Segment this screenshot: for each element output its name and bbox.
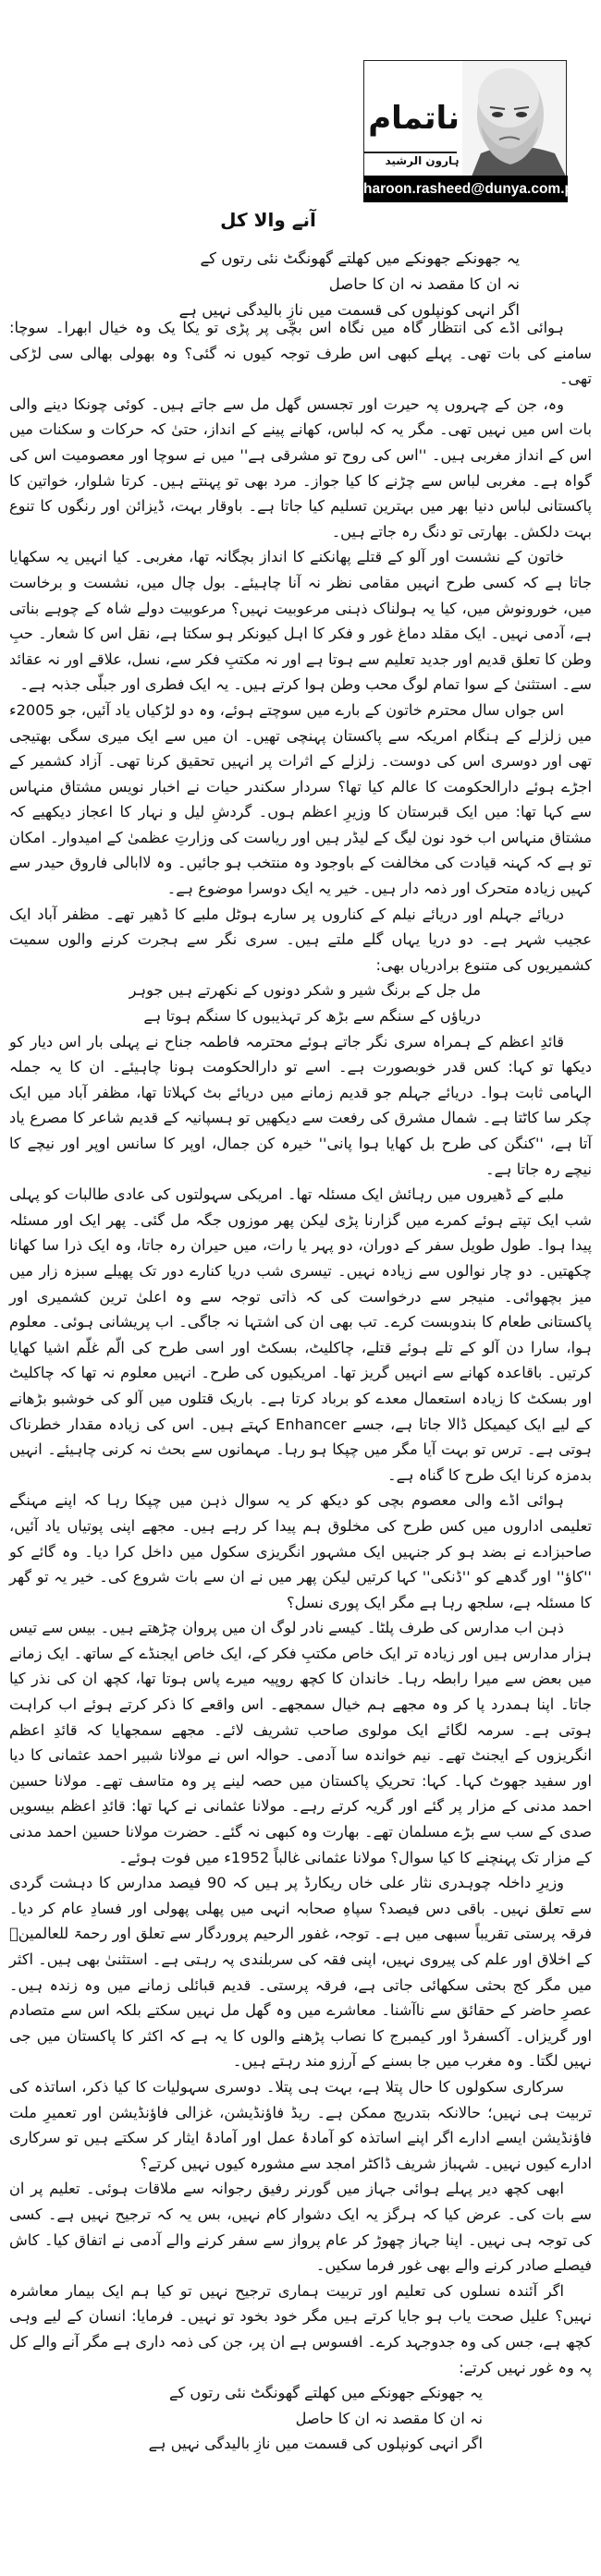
author-email[interactable]: haroon.rasheed@dunya.com.pk <box>363 176 568 202</box>
author-portrait <box>462 61 566 176</box>
author-name: ہارون الرشید <box>385 154 460 167</box>
paragraph: اس جواں سال محترم خاتون کے بارے میں سوچتے ہوئے، وہ دو لڑکیاں یاد آئیں، جو 2005ء میں زلزلے کے ہنگام امریکہ سے پاکستان پہنچی تھیں۔ ان میں سے ایک میری سگی بھتیجی تھی اور دوسری اس کی دوست۔ زلزلے کے اثرات پر انہیں تحقیق کرنا تھی۔ آزاد کشمیر کے اجڑے ہوئے دارالحکومت کا عالم کیا تھا؟ سردار سکندر حیات نے اخبار نویس مشتاق منہاس سے کہا تھا: میں ایک قبرستان کا وزیرِ اعظم ہوں۔ گردشِ لیل و نہار کا اعجاز دیکھیے کہ مشتاق منہاس اب خود نون لیگ کے لیڈر ہیں اور ریاست کی وزارتِ عظمیٰ کے امیدوار۔ امکان تو ہے کہ کہنہ قیادت کی مخالفت کے باوجود وہ منتخب ہو جائیں۔ وہ لاابالی فاروق حیدر سے کہیں زیادہ متحرک اور ذمہ دار ہیں۔ خیر یہ ایک دوسرا موضوع ہے۔ <box>9 700 592 898</box>
paragraph: ابھی کچھ دیر پہلے ہوائی جہاز میں گورنر رفیق رجوانہ سے ملاقات ہوئی۔ تعلیم پر ان سے بات کی۔ عرض کیا کہ ہرگز یہ ایک دشوار کام نہیں، بس یہ کہ ترجیح نہیں ہے۔ کسی کی توجہ ہی نہیں۔ اپنا جہاز چھوڑ کر عام پرواز سے سفر کرنے والے آدمی نے اتفاق کیا۔ کاش فیصلے صادر کرنے والے بھی غور فرما سکیں۔ <box>9 2180 592 2275</box>
divider <box>364 152 457 153</box>
verse-line: دریاؤں کے سنگم سے بڑھ کر تہذیبوں کا سنگم ہوتا ہے <box>143 1007 481 1026</box>
article-body <box>9 315 592 2457</box>
paragraph: ملبے کے ڈھیروں میں رہائش ایک مسئلہ تھا۔ امریکی سہولتوں کی عادی طالبات کو پہلی شب ایک تپتے ہوئے کمرے میں گزارنا پڑی لیکن پھر موزوں جگہ مل گئی۔ پھر ایک اور مسئلہ پیدا ہوا۔ طول طویل سفر کے دوران، دو پہر یا رات، میں حیران رہ جاتا، وہ ایک ذرا سا کھانا چکھتیں۔ دو چار نوالوں سے زیادہ نہیں۔ تیسری شب دریا کنارے دور تک پھیلے سبزہ زار میں میز بچھوائی۔ منیجر سے درخواست کی کہ ذاتی توجہ سے وہ اعلیٰ ترین کشمیری اور پاکستانی طعام کا بندوبست کرے۔ تب بھی ان کی اشتہا نہ جاگی۔ اب پریشانی ہوئی۔ معلوم ہوا، سارا دن آلو کے تلے ہوئے قتلے، چاکلیٹ، بسکٹ اور اسی طرح کی الّم غلّم اشیا کھایا کرتیں۔ باقاعدہ کھانے سے انہیں گریز تھا۔ امریکیوں کی طرح۔ انہیں معلوم نہ تھا کہ چاکلیٹ اور بسکٹ کا زیادہ استعمال معدے کو برباد کرتا ہے۔ باریک قتلوں میں آلو کی خوشبو بڑھانے کے لیے ایک کیمیکل ڈالا جاتا ہے، جسے Enhancer کہتے ہیں۔ اس کی زیادہ مقدار خطرناک ہوتی ہے۔ ترس تو بہت آیا مگر میں چپکا ہو رہا۔ مہمانوں سے بحث نہ کرنی چاہیئے۔ انہیں بدمزہ کرنا ایک طرح کا گناہ ہے۔ <box>9 1185 592 1484</box>
paragraph: ہوائی اڈے والی معصوم بچی کو دیکھ کر یہ سوال ذہن میں چپکا رہا کہ اپنے مہنگے تعلیمی اداروں میں کس طرح کی مخلوق ہم پیدا کر رہے ہیں۔ مجھے اپنی پوتیاں یاد آئیں، صاحبزادے نے بضد ہو کر جنہیں ایک مشہور انگریزی سکول میں داخل کرا دیا۔ وہ گائے کو ''کاؤ'' اور گدھے کو ''ڈنکی'' کہا کرتیں لیکن پھر میں نے ان سے بات شروع کی۔ خیر یہ تو گھر کا مسئلہ ہے، سلجھ رہا ہے مگر ایک پوری نسل؟ <box>9 1491 592 1611</box>
opening-verse <box>0 246 601 323</box>
verse-line: اگر انہی کونپلوں کی قسمت میں نازِ بالیدگی نہیں ہے <box>148 2435 483 2453</box>
paragraph: وہ، جن کے چہروں پہ حیرت اور تجسس گھل مل سے جاتے ہیں۔ کوئی چونکا دینے والی بات اس میں نہیں تھی۔ مگر یہ کہ لباس، کھانے پینے کے انداز، حتیٰ کہ حرکات و سکنات میں اس کے انداز مغربی ہیں۔ ''اس کی روح تو مشرقی ہے'' میں نے سوچا اور معصومیت اس کی گواہ ہے۔ مغربی لباس سے چڑنے کا کیا جواز۔ مرد بھی تو پہنتے ہیں۔ کرتا شلوار، خواتین کا پاکستانی لباس دنیا بھر میں بہترین تسلیم کیا جاتا ہے۔ باوقار بہت، ڈیزائن اور رنگوں کا تنوع بہت دلکش۔ بھارتی تو دنگ رہ جاتے ہیں۔ <box>9 395 592 541</box>
verse-line: نہ ان کا مقصد نہ ان کا حاصل <box>295 2409 483 2427</box>
article-title: آنے والا کل <box>220 209 316 231</box>
paragraph: قائدِ اعظم کے ہمراہ سری نگر جاتے ہوئے محترمہ فاطمہ جناح نے پہلی بار اس دیار کو دیکھا تو کہا: کس قدر خوبصورت ہے۔ اسے تو دارالحکومت ہونا چاہیئے۔ ان کا یہ جملہ الہامی ثابت ہوا۔ دریائے جہلم جو قدیم زمانے میں دریائے بٹ کہلاتا تھا، مظفر آباد میں ایک چکر سا کاٹتا ہے۔ شمال مشرق کی رفعت سے دیکھیں تو ہسپانیہ کے قدیم شاعر کا مصرع یاد آتا ہے، ''کنگن کی طرح بل کھایا ہوا پانی'' خیرہ کن جمال، اوپر کا سانس اوپر اور نیچے کا نیچے رہ جاتا ہے۔ <box>9 1032 592 1178</box>
paragraph: وزیرِ داخلہ چوہدری نثار علی خاں ریکارڈ پر ہیں کہ 90 فیصد مدارس کا دہشت گردی سے تعلق نہیں۔ باقی دس فیصد؟ سپاہِ صحابہ انہی میں پھلی پھولی اور فسادِ عام کر دیا۔ فرقہ پرستی تقریباً سبھی میں ہے۔ توجہ، غفور الرحیم پروردگار سے تعلق اور رحمۃ للعالمینؐ کے اخلاق اور علم کی پیروی نہیں، اپنی فقہ کی سربلندی پہ رہتی ہے۔ استثنیٰ بھی ہیں۔ اکثر میں مگر کج بحثی سکھائی جاتی ہے، فرقہ پرستی۔ قدیم قبائلی زمانے میں وہ زندہ ہیں۔ عصرِ حاضر کے حقائق سے ناآشنا۔ معاشرے میں وہ گھل مل نہیں سکتے بلکہ اس سے متصادم اور گریزاں۔ آکسفرڈ اور کیمبرج کا نصاب پڑھنے والوں کا یہ ہے کہ اکثر کا پاکستان میں جی نہیں لگتا۔ وہ مغرب میں جا بسنے کے آرزو مند رہتے ہیں۔ <box>9 1874 592 2071</box>
column-header <box>363 60 567 177</box>
paragraph: دریائے جہلم اور دریائے نیلم کے کناروں پر سارے ہوٹل ملبے کا ڈھیر تھے۔ مظفر آباد ایک عجیب شہر ہے۔ دو دریا یہاں گلے ملتے ہیں۔ سری نگر سے ہجرت کرنے والوں سمیت کشمیریوں کی متنوع برادریاں بھی: <box>9 905 592 974</box>
verse-line: نہ ان کا مقصد نہ ان کا حاصل <box>328 275 520 293</box>
paragraph: ہوائی اڈے کی انتظار گاہ میں نگاہ اس بچّی پر پڑی تو یکا یک وہ خیال ابھرا۔ سوچا: سامنے کی بات تھی۔ پہلے کبھی اس طرف توجہ کیوں نہ گئی؟ وہ بھولی بھالی سی لڑکی تھی۔ <box>9 319 592 388</box>
verse-line: مل جل کے برنگ شیر و شکر دونوں کے نکھرتے ہیں جوہر <box>129 981 481 1000</box>
paragraph: خاتون کے نشست اور آلو کے قتلے پھانکنے کا انداز بچگانہ تھا، مغربی۔ کیا انہیں یہ سکھایا جاتا ہے کہ کسی طرح انہیں مقامی نظر نہ آنا چاہیئے۔ بول چال میں، نشست و برخاست میں، خورونوش میں، کیا یہ ہولناک ذہنی مرعوبیت نہیں؟ مرعوبیت دولے شاہ کے چوہے بناتی ہے، آدمی نہیں۔ ایک مقلد دماغ غور و فکر کا اہل کیونکر ہو سکتا ہے، نقل اس کا شعار۔ حبِ وطن کا تعلق قدیم اور جدید تعلیم سے ہوتا ہے اور نہ مکتبِ فکر سے، نسل، علاقے اور نہ عقائد سے۔ استثنیٰ کے سوا تمام لوگ محب وطن ہوا کرتے ہیں۔ یہ ایک فطری اور جبلّی جذبہ ہے۔ <box>9 548 592 694</box>
column-name: ناتمام <box>368 100 460 137</box>
paragraph: اگر آئندہ نسلوں کی تعلیم اور تربیت ہماری ترجیح نہیں تو کیا ہم ایک بیمار معاشرہ نہیں؟ علیل صحت یاب ہو جایا کرتے ہیں مگر خود بخود تو نہیں۔ فرمایا: انسان کے لیے وہی کچھ ہے، جس کی وہ جدوجہد کرے۔ افسوس ہے ان پر، جن کی ذمہ داری ہے مگر آنے والے کل پہ وہ غور نہیں کرتے: <box>8 2281 592 2376</box>
paragraph: ذہن اب مدارس کی طرف پلٹا۔ کیسے نادر لوگ ان میں پروان چڑھتے ہیں۔ بیس سے تیس ہزار مدارس ہیں اور زیادہ تر ایک خاص مکتبِ فکر کے، ایک خاص ایجنڈے کے ساتھ۔ ایک زمانے میں بعض سے میرا رابطہ رہا۔ خاندان کا کچھ روپیہ میرے پاس ہوتا تھا، کچھ ان کی نذر کیا جاتا۔ اپنا ہمدرد پا کر وہ مجھے ہم خیال سمجھے۔ اس واقعے کا ذکر کرتے ہوئے اب کراہت ہوتی ہے۔ سرمہ لگائے ایک مولوی صاحب تشریف لائے۔ مجھے سمجھایا کہ قائدِ اعظم انگریزوں کے ایجنٹ تھے۔ نیم خواندہ سا آدمی۔ حوالہ اس نے مولانا شبیر احمد عثمانی کا دیا اور سفید جھوٹ کہا۔ کہا: تحریکِ پاکستان میں حصہ لینے پر وہ متاسف تھے۔ مولانا حسین احمد مدنی کے مزار پر گئے اور گریہ کرتے رہے۔ مولانا عثمانی نے کہا تھا: قائدِ اعظم بیسویں صدی کے سب سے بڑے مسلمان تھے۔ بھارت وہ کبھی نہ گئے۔ حضرت مولانا حسین احمد مدنی کے مزار تک پہنچنے کا کیا سوال؟ مولانا عثمانی غالباً 1952ء میں فوت ہوئے۔ <box>9 1619 592 1866</box>
paragraph: سرکاری سکولوں کا حال پتلا ہے، بہت ہی پتلا۔ دوسری سہولیات کا کیا ذکر، اساتذہ کی تربیت ہی نہیں؛ حالانکہ بتدریج ممکن ہے۔ ریڈ فاؤنڈیشن، غزالی فاؤنڈیشن اور تعمیرِ ملت فاؤنڈیشن ایسے ادارے اگر اپنے اساتذہ کو آمادۂ عمل اور آمادۂ ایثار کر سکتے ہیں تو سرکاری ادارے کیوں نہیں۔ شہباز شریف ڈاکٹر امجد سے مشورہ کیوں نہیں کرتے؟ <box>9 2077 592 2172</box>
verse-line: اگر انہی کونپلوں کی قسمت میں نازِ بالیدگی نہیں ہے <box>178 301 520 319</box>
verse-line: یہ جھونکے جھونکے میں کھلتے گھونگٹ نئی رتوں کے <box>200 249 520 267</box>
verse-line: یہ جھونکے جھونکے میں کھلتے گھونگٹ نئی رتوں کے <box>169 2384 483 2402</box>
closing-verse <box>9 2380 592 2457</box>
